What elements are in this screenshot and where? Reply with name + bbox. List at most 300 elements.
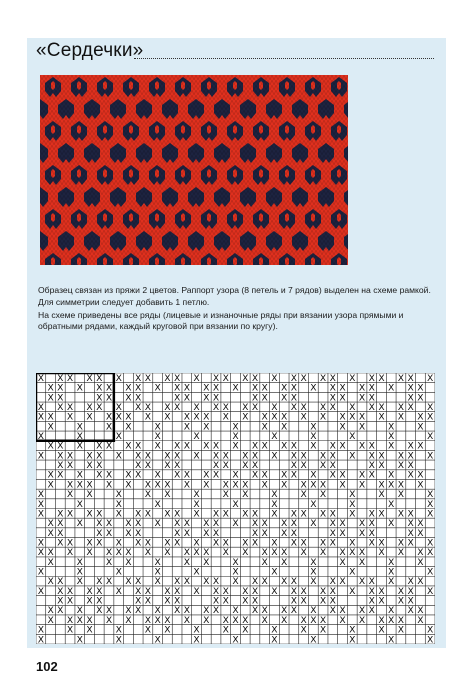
chart-cell-mark: X bbox=[212, 450, 220, 462]
chart-cell-mark: X bbox=[426, 373, 434, 384]
chart-cell-mark: X bbox=[86, 489, 93, 501]
chart-cell-mark: X bbox=[261, 576, 268, 588]
chart-cell-mark: X bbox=[193, 411, 200, 423]
chart-cell-mark: X bbox=[319, 489, 327, 501]
chart-cell-mark: X bbox=[154, 479, 161, 491]
chart-cell-mark: X bbox=[125, 518, 132, 530]
chart-cell-mark: X bbox=[96, 585, 103, 597]
chart-cell-mark: X bbox=[388, 614, 395, 626]
chart-cell-mark: X bbox=[319, 373, 327, 384]
chart-cell-mark: X bbox=[105, 547, 113, 559]
chart-cell-mark: X bbox=[37, 401, 45, 413]
chart-cell-mark: X bbox=[115, 411, 122, 423]
chart-cell-mark: X bbox=[212, 585, 220, 597]
chart-cell-mark: X bbox=[378, 460, 385, 472]
chart-cell-mark: X bbox=[105, 614, 113, 626]
chart-cell-mark: X bbox=[96, 401, 103, 413]
chart-cell-mark: X bbox=[66, 401, 74, 413]
chart-cell-mark: X bbox=[349, 411, 356, 423]
chart-cell-mark: X bbox=[339, 576, 346, 588]
chart-cell-mark: X bbox=[251, 392, 259, 404]
chart-cell-mark: X bbox=[271, 431, 278, 443]
chart-cell-mark: X bbox=[76, 498, 83, 510]
chart-cell-mark: X bbox=[125, 469, 132, 481]
chart-cell-mark: X bbox=[290, 460, 298, 472]
chart-cell-mark: X bbox=[57, 527, 64, 539]
chart-cell-mark: X bbox=[193, 401, 200, 413]
chart-cell-mark: X bbox=[329, 576, 336, 588]
chart-cell-mark: X bbox=[329, 585, 336, 597]
chart-cell-mark: X bbox=[329, 605, 336, 617]
chart-cell-mark: X bbox=[349, 401, 356, 413]
chart-cell-mark: X bbox=[300, 595, 307, 607]
chart-cell-mark: X bbox=[144, 508, 152, 520]
chart-cell-mark: X bbox=[251, 576, 259, 588]
chart-cell-mark: X bbox=[212, 382, 220, 394]
chart-cell-mark: X bbox=[271, 566, 278, 578]
chart-cell-mark: X bbox=[57, 576, 64, 588]
chart-cell-mark: X bbox=[144, 624, 152, 636]
chart-cell-mark: X bbox=[164, 614, 171, 626]
chart-cell-mark: X bbox=[183, 392, 190, 404]
chart-cell-mark: X bbox=[96, 595, 103, 607]
chart-cell-mark: X bbox=[37, 489, 45, 501]
chart-cell-mark: X bbox=[290, 537, 298, 549]
chart-cell-mark: X bbox=[154, 634, 161, 644]
chart-cell-mark: X bbox=[212, 576, 220, 588]
chart-cell-mark: X bbox=[105, 605, 113, 617]
chart-cell-mark: X bbox=[96, 392, 103, 404]
chart-cell-mark: X bbox=[417, 411, 424, 423]
chart-cell-mark: X bbox=[115, 373, 122, 384]
chart-cell-mark: X bbox=[281, 382, 288, 394]
chart-cell-mark: X bbox=[378, 624, 385, 636]
chart-cell-mark: X bbox=[407, 382, 414, 394]
chart-cell-mark: X bbox=[115, 585, 122, 597]
chart-cell-mark: X bbox=[212, 508, 220, 520]
description-paragraph-2: Для симметрии следует добавить 1 петлю. bbox=[38, 297, 210, 307]
chart-cell-mark: X bbox=[154, 431, 161, 443]
chart-cell-mark: X bbox=[388, 431, 395, 443]
chart-cell-mark: X bbox=[115, 566, 122, 578]
chart-cell-mark: X bbox=[242, 624, 249, 636]
chart-cell-mark: X bbox=[96, 469, 103, 481]
chart-cell-mark: X bbox=[358, 547, 366, 559]
chart-cell-mark: X bbox=[378, 595, 385, 607]
chart-cell-mark: X bbox=[271, 450, 278, 462]
chart-cell-mark: X bbox=[57, 595, 64, 607]
chart-cell-mark: X bbox=[66, 508, 74, 520]
chart-cell-mark: X bbox=[57, 508, 64, 520]
chart-cell-mark: X bbox=[407, 440, 414, 452]
chart-cell-mark: X bbox=[37, 508, 45, 520]
chart-cell-mark: X bbox=[96, 576, 103, 588]
chart-cell-mark: X bbox=[105, 421, 113, 433]
chart-cell-mark: X bbox=[76, 614, 83, 626]
chart-cell-mark: X bbox=[261, 411, 268, 423]
chart-cell-mark: X bbox=[144, 585, 152, 597]
chart-cell-mark: X bbox=[417, 547, 424, 559]
chart-cell-mark: X bbox=[37, 537, 45, 549]
chart-cell-mark: X bbox=[407, 373, 414, 384]
chart-cell-mark: X bbox=[144, 537, 152, 549]
chart-cell-mark: X bbox=[173, 595, 181, 607]
chart-cell-mark: X bbox=[115, 634, 122, 644]
chart-cell-mark: X bbox=[212, 469, 220, 481]
chart-cell-mark: X bbox=[300, 450, 307, 462]
chart-cell-mark: X bbox=[222, 537, 229, 549]
chart-cell-mark: X bbox=[135, 595, 142, 607]
chart-cell-mark: X bbox=[329, 527, 336, 539]
chart-cell-mark: X bbox=[368, 469, 375, 481]
chart-cell-mark: X bbox=[281, 556, 288, 568]
chart-cell-mark: X bbox=[47, 382, 54, 394]
chart-cell-mark: X bbox=[154, 421, 161, 433]
chart-cell-mark: X bbox=[281, 605, 288, 617]
chart-cell-mark: X bbox=[290, 595, 298, 607]
chart-cell-mark: X bbox=[368, 595, 375, 607]
chart-cell-mark: X bbox=[329, 392, 336, 404]
chart-cell-mark: X bbox=[86, 547, 93, 559]
chart-cell-mark: X bbox=[397, 624, 405, 636]
chart-cell-mark: X bbox=[339, 614, 346, 626]
chart-cell-mark: X bbox=[397, 401, 405, 413]
chart-cell-mark: X bbox=[319, 624, 327, 636]
chart-cell-mark: X bbox=[144, 450, 152, 462]
chart-cell-mark: X bbox=[417, 440, 424, 452]
chart-cell-mark: X bbox=[426, 508, 434, 520]
chart-cell-mark: X bbox=[310, 382, 317, 394]
chart-cell-mark: X bbox=[86, 450, 93, 462]
chart-cell-mark: X bbox=[57, 392, 64, 404]
chart-cell-mark: X bbox=[358, 469, 366, 481]
chart-cell-mark: X bbox=[47, 469, 54, 481]
chart-cell-mark: X bbox=[300, 585, 307, 597]
chart-cell-mark: X bbox=[47, 614, 54, 626]
chart-cell-mark: X bbox=[115, 508, 122, 520]
chart-cell-mark: X bbox=[173, 576, 181, 588]
chart-cell-mark: X bbox=[242, 460, 249, 472]
chart-cell-mark: X bbox=[417, 576, 424, 588]
chart-cell-mark: X bbox=[300, 411, 307, 423]
chart-cell-mark: X bbox=[417, 614, 424, 626]
chart-cell-mark: X bbox=[232, 421, 239, 433]
chart-cell-mark: X bbox=[96, 460, 103, 472]
chart-cell-mark: X bbox=[135, 527, 142, 539]
chart-cell-mark: X bbox=[388, 576, 395, 588]
chart-cell-mark: X bbox=[144, 411, 152, 423]
chart-cell-mark: X bbox=[242, 508, 249, 520]
chart-cell-mark: X bbox=[378, 547, 385, 559]
chart-cell-mark: X bbox=[47, 556, 54, 568]
chart-cell-mark: X bbox=[76, 431, 83, 443]
chart-cell-mark: X bbox=[271, 537, 278, 549]
chart-cell-mark: X bbox=[222, 373, 229, 384]
chart-cell-mark: X bbox=[407, 585, 414, 597]
chart-cell-mark: X bbox=[349, 508, 356, 520]
chart-cell-mark: X bbox=[86, 537, 93, 549]
chart-cell-mark: X bbox=[378, 537, 385, 549]
chart-cell-mark: X bbox=[407, 518, 414, 530]
chart-cell-mark: X bbox=[319, 537, 327, 549]
chart-cell-mark: X bbox=[242, 411, 249, 423]
chart-cell-mark: X bbox=[164, 401, 171, 413]
chart-cell-mark: X bbox=[290, 576, 298, 588]
chart-cell-mark: X bbox=[319, 479, 327, 491]
chart-cell-mark: X bbox=[105, 440, 113, 452]
chart-cell-mark: X bbox=[115, 431, 122, 443]
chart-cell-mark: X bbox=[300, 508, 307, 520]
chart-cell-mark: X bbox=[57, 537, 64, 549]
chart-cell-mark: X bbox=[86, 595, 93, 607]
chart-cell-mark: X bbox=[57, 469, 64, 481]
chart-cell-mark: X bbox=[183, 469, 190, 481]
chart-cell-mark: X bbox=[426, 547, 434, 559]
chart-cell-mark: X bbox=[368, 527, 375, 539]
chart-cell-mark: X bbox=[319, 595, 327, 607]
chart-cell-mark: X bbox=[349, 498, 356, 510]
chart-cell-mark: X bbox=[407, 537, 414, 549]
chart-cell-mark: X bbox=[358, 440, 366, 452]
chart-cell-mark: X bbox=[349, 624, 356, 636]
chart-cell-mark: X bbox=[300, 479, 307, 491]
chart-cell-mark: X bbox=[397, 460, 405, 472]
chart-cell-mark: X bbox=[300, 624, 307, 636]
chart-cell-mark: X bbox=[135, 460, 142, 472]
chart-cell-mark: X bbox=[368, 460, 375, 472]
chart-cell-mark: X bbox=[144, 479, 152, 491]
chart-cell-mark: X bbox=[135, 576, 142, 588]
chart-cell-mark: X bbox=[310, 421, 317, 433]
chart-cell-mark: X bbox=[173, 460, 181, 472]
chart-cell-mark: X bbox=[105, 382, 113, 394]
chart-cell-mark: X bbox=[319, 401, 327, 413]
chart-cell-mark: X bbox=[135, 401, 142, 413]
chart-cell-mark: X bbox=[212, 537, 220, 549]
chart-cell-mark: X bbox=[242, 537, 249, 549]
chart-cell-mark: X bbox=[290, 508, 298, 520]
chart-cell-mark: X bbox=[329, 382, 336, 394]
chart-cell-mark: X bbox=[378, 411, 385, 423]
chart-cell-mark: X bbox=[349, 585, 356, 597]
chart-cell-mark: X bbox=[281, 614, 288, 626]
chart-cell-mark: X bbox=[164, 585, 171, 597]
chart-cell-mark: X bbox=[329, 469, 336, 481]
chart-cell-mark: X bbox=[232, 498, 239, 510]
chart-cell-mark: X bbox=[37, 585, 45, 597]
chart-cell-mark: X bbox=[154, 518, 161, 530]
chart-cell-mark: X bbox=[47, 576, 54, 588]
chart-cell-mark: X bbox=[154, 556, 161, 568]
chart-cell-mark: X bbox=[290, 527, 298, 539]
chart-cell-mark: X bbox=[261, 440, 268, 452]
chart-cell-mark: X bbox=[368, 382, 375, 394]
chart-cell-mark: X bbox=[368, 537, 375, 549]
chart-cell-mark: X bbox=[271, 508, 278, 520]
chart-cell-mark: X bbox=[290, 518, 298, 530]
description-paragraph-3: На схеме приведены все ряды (лицевые и изнаночные ряды при вязании узора прямыми и обратными рядами, каждый круговой при вязании по кругу). bbox=[38, 310, 404, 331]
chart-cell-mark: X bbox=[164, 508, 171, 520]
chart-cell-mark: X bbox=[271, 498, 278, 510]
chart-cell-mark: X bbox=[397, 479, 405, 491]
chart-cell-mark: X bbox=[378, 614, 385, 626]
chart-cell-mark: X bbox=[310, 498, 317, 510]
chart-cell-mark: X bbox=[173, 392, 181, 404]
chart-cell-mark: X bbox=[37, 431, 45, 443]
chart-cell-mark: X bbox=[193, 489, 200, 501]
chart-cell-mark: X bbox=[290, 605, 298, 617]
chart-cell-mark: X bbox=[125, 392, 132, 404]
chart-cell-mark: X bbox=[417, 518, 424, 530]
chart-cell-mark: X bbox=[135, 508, 142, 520]
chart-cell-mark: X bbox=[154, 566, 161, 578]
chart-cell-mark: X bbox=[86, 624, 93, 636]
chart-cell-mark: X bbox=[232, 614, 239, 626]
chart-cell-mark: X bbox=[261, 547, 268, 559]
chart-cell-mark: X bbox=[232, 556, 239, 568]
chart-cell-mark: X bbox=[310, 518, 317, 530]
chart-cell-mark: X bbox=[173, 382, 181, 394]
chart-cell-mark: X bbox=[407, 508, 414, 520]
chart-cell-mark: X bbox=[212, 595, 220, 607]
chart-cell-mark: X bbox=[290, 373, 298, 384]
chart-cell-mark: X bbox=[164, 537, 171, 549]
chart-cell-mark: X bbox=[193, 431, 200, 443]
chart-cell-mark: X bbox=[135, 585, 142, 597]
chart-cell-mark: X bbox=[66, 624, 74, 636]
chart-cell-mark: X bbox=[203, 547, 210, 559]
chart-cell-mark: X bbox=[115, 624, 122, 636]
chart-cell-mark: X bbox=[37, 624, 45, 636]
chart-cell-mark: X bbox=[125, 411, 132, 423]
chart-cell-mark: X bbox=[96, 527, 103, 539]
chart-cell-mark: X bbox=[242, 614, 249, 626]
chart-cell-mark: X bbox=[183, 479, 190, 491]
chart-cell-mark: X bbox=[76, 440, 83, 452]
chart-cell-mark: X bbox=[203, 382, 210, 394]
chart-cell-mark: X bbox=[358, 382, 366, 394]
chart-cell-mark: X bbox=[183, 605, 190, 617]
chart-cell-mark: X bbox=[125, 382, 132, 394]
chart-cell-mark: X bbox=[66, 479, 74, 491]
chart-cell-mark: X bbox=[203, 605, 210, 617]
chart-cell-mark: X bbox=[281, 576, 288, 588]
chart-cell-mark: X bbox=[125, 527, 132, 539]
chart-cell-mark: X bbox=[407, 527, 414, 539]
chart-cell-mark: X bbox=[173, 605, 181, 617]
chart-cell-mark: X bbox=[271, 585, 278, 597]
chart-cell-mark: X bbox=[86, 411, 93, 423]
chart-cell-mark: X bbox=[164, 411, 171, 423]
chart-cell-mark: X bbox=[183, 382, 190, 394]
chart-cell-mark: X bbox=[37, 547, 45, 559]
chart-cell-mark: X bbox=[164, 624, 171, 636]
chart-cell-mark: X bbox=[105, 392, 113, 404]
chart-cell-mark: X bbox=[397, 450, 405, 462]
chart-cell-mark: X bbox=[378, 585, 385, 597]
chart-cell-mark: X bbox=[251, 595, 259, 607]
chart-cell-mark: X bbox=[251, 373, 259, 384]
chart-cell-mark: X bbox=[368, 576, 375, 588]
chart-cell-mark: X bbox=[358, 421, 366, 433]
chart-cell-mark: X bbox=[368, 585, 375, 597]
chart-cell-mark: X bbox=[183, 547, 190, 559]
chart-cell-mark: X bbox=[57, 460, 64, 472]
chart-cell-mark: X bbox=[115, 537, 122, 549]
chart-cell-mark: X bbox=[310, 556, 317, 568]
chart-cell-mark: X bbox=[261, 518, 268, 530]
chart-cell-mark: X bbox=[300, 373, 307, 384]
chart-cell-mark: X bbox=[66, 614, 74, 626]
chart-cell-mark: X bbox=[397, 373, 405, 384]
chart-cell-mark: X bbox=[310, 576, 317, 588]
chart-cell-mark: X bbox=[378, 489, 385, 501]
chart-cell-mark: X bbox=[242, 489, 249, 501]
chart-cell-mark: X bbox=[154, 440, 161, 452]
chart-cell-mark: X bbox=[203, 576, 210, 588]
chart-cell-mark: X bbox=[368, 605, 375, 617]
chart-cell-mark: X bbox=[407, 469, 414, 481]
chart-cell-mark: X bbox=[388, 382, 395, 394]
chart-cell-mark: X bbox=[144, 489, 152, 501]
chart-cell-mark: X bbox=[310, 479, 317, 491]
chart-cell-mark: X bbox=[290, 392, 298, 404]
chart-cell-mark: X bbox=[57, 401, 64, 413]
chart-cell-mark: X bbox=[261, 605, 268, 617]
chart-cell-mark: X bbox=[388, 469, 395, 481]
chart-cell-mark: X bbox=[271, 489, 278, 501]
chart-cell-mark: X bbox=[183, 614, 190, 626]
chart-cell-mark: X bbox=[47, 411, 54, 423]
chart-cell-mark: X bbox=[368, 508, 375, 520]
chart-cell-mark: X bbox=[290, 585, 298, 597]
chart-cell-mark: X bbox=[125, 479, 132, 491]
chart-cell-mark: X bbox=[329, 450, 336, 462]
chart-cell-mark: X bbox=[349, 634, 356, 644]
chart-cell-mark: X bbox=[222, 508, 229, 520]
chart-cell-mark: X bbox=[358, 605, 366, 617]
chart-cell-mark: X bbox=[154, 614, 161, 626]
chart-cell-mark: X bbox=[37, 450, 45, 462]
chart-cell-mark: X bbox=[349, 537, 356, 549]
chart-cell-mark: X bbox=[426, 498, 434, 510]
chart-cell-mark: X bbox=[193, 373, 200, 384]
chart-cell-mark: X bbox=[164, 547, 171, 559]
chart-cell-mark: X bbox=[222, 460, 229, 472]
chart-cell-mark: X bbox=[261, 614, 268, 626]
chart-cell-mark: X bbox=[66, 411, 74, 423]
chart-cell-mark: X bbox=[47, 605, 54, 617]
chart-cell-mark: X bbox=[57, 585, 64, 597]
chart-cell-mark: X bbox=[96, 537, 103, 549]
chart-cell-mark: X bbox=[242, 547, 249, 559]
chart-cell-mark: X bbox=[388, 440, 395, 452]
chart-cell-mark: X bbox=[368, 450, 375, 462]
chart-cell-mark: X bbox=[125, 614, 132, 626]
chart-cell-mark: X bbox=[212, 527, 220, 539]
chart-cell-mark: X bbox=[135, 392, 142, 404]
chart-cell-mark: X bbox=[281, 518, 288, 530]
chart-cell-mark: X bbox=[397, 489, 405, 501]
chart-cell-mark: X bbox=[232, 479, 239, 491]
chart-cell-mark: X bbox=[300, 614, 307, 626]
chart-cell-mark: X bbox=[135, 440, 142, 452]
chart-cell-mark: X bbox=[125, 576, 132, 588]
chart-cell-mark: X bbox=[76, 634, 83, 644]
description-paragraph-1: Образец связан из пряжи 2 цветов. Раппорт узора (8 петель и 7 рядов) выделен на схеме рамкой. bbox=[38, 285, 431, 295]
chart-cell-mark: X bbox=[37, 373, 45, 384]
chart-cell-mark: X bbox=[388, 518, 395, 530]
